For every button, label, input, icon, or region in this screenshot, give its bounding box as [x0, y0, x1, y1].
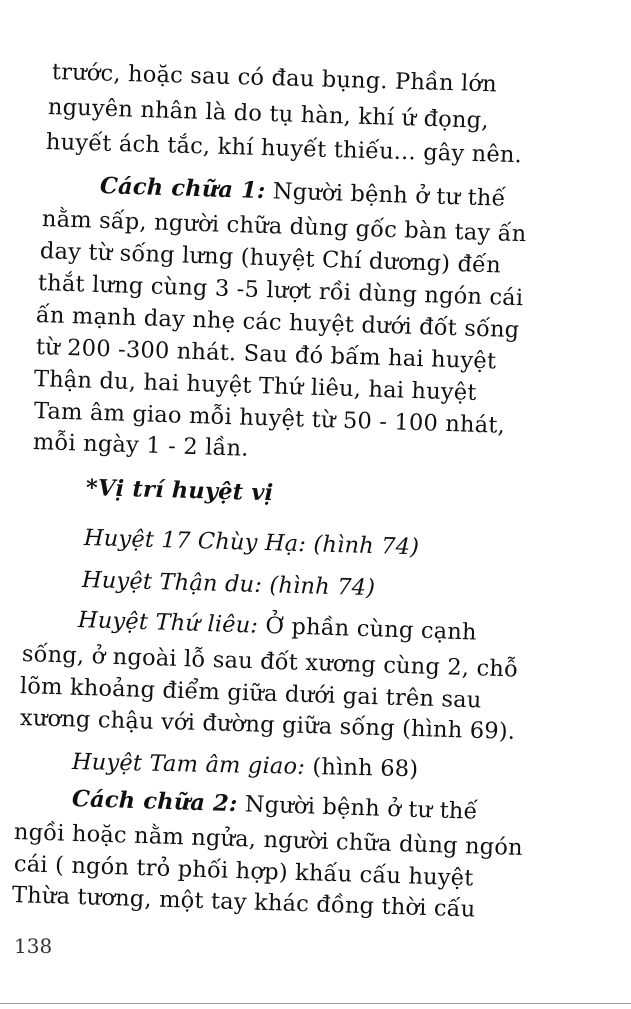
- method-2-line-1: Người bệnh ở tư thế: [237, 791, 479, 825]
- method-1-heading: Cách chữa 1:: [99, 173, 266, 205]
- method-1-line-8: Tam âm giao mỗi huyệt từ 50 - 100 nhát,: [33, 398, 506, 439]
- method-2-heading: Cách chữa 2:: [71, 786, 238, 818]
- page-number: 138: [14, 934, 53, 958]
- method-1-first-line: [100, 172, 507, 213]
- bottom-rule: [0, 1003, 631, 1004]
- acupoint-3-line-4: xương chậu với đường giữa sống (hình 69).: [19, 705, 516, 745]
- acupoint-3-label: Huyệt Thứ liêu:: [77, 607, 259, 639]
- acupoint-3-first-line: [78, 606, 478, 647]
- method-1-line-3: day từ sống lưng (huyệt Chí dương) đến: [39, 238, 502, 279]
- acupoint-3-line-1: Ở phần cùng cạnh: [257, 612, 478, 646]
- method-1-line-9: mỗi ngày 1 - 2 lần.: [32, 429, 250, 462]
- acupoint-3-line-2: sống, ở ngoài lỗ sau đốt xương cùng 2, chỗ: [21, 641, 519, 683]
- method-2-line-2: ngồi hoặc nằm ngửa, người chữa dùng ngón: [13, 819, 524, 861]
- method-1-line-4: thắt lưng cùng 3 -5 lượt rồi dùng ngón cái: [37, 270, 524, 312]
- acupoint-4-label: Huyệt Tam âm giao:: [71, 749, 306, 780]
- acupoint-3-line-3: lõm khoảng điểm giữa dưới gai trên sau: [19, 673, 482, 714]
- acupoint-4-line: [72, 748, 419, 783]
- method-1-line-1: Người bệnh ở tư thế: [265, 178, 507, 212]
- paragraph-1-line-1: trước, hoặc sau có đau bụng. Phần lớn: [51, 59, 498, 98]
- method-1-line-2: nằm sấp, người chữa dùng gốc bàn tay ấn: [41, 206, 527, 248]
- acupoint-4-ref: (hình 68): [304, 753, 419, 783]
- method-1-line-6: từ 200 -300 nhát. Sau đó bấm hai huyệt: [35, 334, 497, 375]
- paragraph-1-line-2: nguyên nhân là do tụ hàn, khí ứ đọng,: [47, 94, 490, 134]
- acupoint-section-heading: *Vị trí huyệt vị: [85, 475, 274, 507]
- method-1-line-7: Thận du, hai huyệt Thứ liêu, hai huyệt: [33, 366, 477, 406]
- method-2-line-3: cái ( ngón trỏ phối hợp) khấu cấu huyệt: [13, 851, 474, 892]
- paragraph-1-line-3: huyết ách tắc, khí huyết thiếu... gây nên.: [45, 129, 523, 169]
- method-2-first-line: [72, 785, 479, 826]
- acupoint-2: Huyệt Thận du: (hình 74): [81, 567, 376, 602]
- method-1-line-5: ấn mạnh day nhẹ các huyệt dưới đốt sống: [35, 302, 520, 344]
- method-2-line-4: Thừa tương, một tay khác đồng thời cấu: [11, 882, 476, 923]
- acupoint-1: Huyệt 17 Chùy Hạ: (hình 74): [83, 525, 420, 561]
